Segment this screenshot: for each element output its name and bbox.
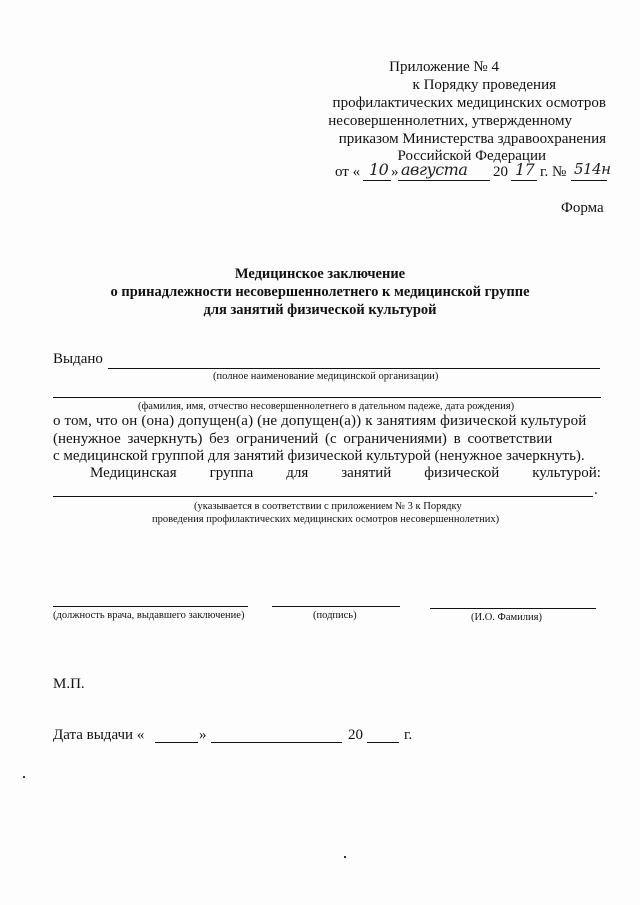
person-line bbox=[53, 397, 601, 398]
stamp-label: М.П. bbox=[53, 676, 85, 692]
issue-month-line bbox=[211, 742, 342, 743]
title-line-3: для занятий физической культурой bbox=[203, 302, 437, 318]
annex-line-1: Приложение № 4 bbox=[389, 59, 499, 75]
title-line-2: о принадлежности несовершеннолетнего к медицинской группе bbox=[110, 284, 530, 300]
group-word-2: группа bbox=[209, 465, 254, 481]
annex-line-2: к Порядку проведения bbox=[412, 77, 556, 93]
position-line bbox=[53, 606, 248, 607]
issue-date-suffix: г. bbox=[404, 727, 413, 743]
group-word-4: занятий bbox=[341, 465, 392, 481]
medical-group-end: . bbox=[594, 482, 598, 498]
annex-line-4: несовершеннолетних, утвержденному bbox=[328, 113, 572, 129]
signature-hint: (подпись) bbox=[313, 610, 357, 621]
order-day-line bbox=[363, 180, 391, 181]
order-number-handwritten: 514н bbox=[574, 160, 611, 178]
title-line-1: Медицинское заключение bbox=[234, 266, 406, 282]
order-month-handwritten: августа bbox=[401, 160, 468, 179]
group-hint-line-2: проведения профилактических медицинских осмотров несовершеннолетних) bbox=[152, 514, 500, 525]
order-year-prefix: 20 bbox=[493, 164, 508, 180]
signature-line bbox=[272, 606, 400, 607]
issue-date-label: Дата выдачи « bbox=[53, 727, 145, 743]
name-hint: (И.О. Фамилия) bbox=[471, 612, 542, 623]
issued-org-line bbox=[108, 368, 600, 369]
person-hint: (фамилия, имя, отчество несовершеннолетнего в дательном падеже, дата рождения) bbox=[138, 401, 515, 412]
order-number-line bbox=[571, 180, 607, 181]
order-day-handwritten: 10 bbox=[369, 160, 389, 179]
group-hint-line-1: (указывается в соответствии с приложением № 3 к Порядку bbox=[194, 501, 462, 512]
annex-line-6: Российской Федерации bbox=[397, 148, 546, 164]
order-year-line bbox=[511, 180, 537, 181]
org-hint: (полное наименование медицинской организации) bbox=[213, 371, 439, 382]
position-hint: (должность врача, выдавшего заключение) bbox=[53, 610, 245, 621]
order-year-suffix: г. № bbox=[540, 164, 567, 180]
medical-group-entry-line bbox=[53, 496, 593, 497]
name-line bbox=[430, 608, 596, 609]
form-label: Форма bbox=[561, 200, 604, 216]
group-word-5: физической bbox=[424, 465, 500, 481]
group-word-6: культурой: bbox=[532, 465, 601, 481]
issued-label: Выдано bbox=[53, 351, 103, 367]
paragraph-line-3: с медицинской группой для занятий физической культурой (ненужное зачеркнуть). bbox=[53, 448, 585, 464]
issue-year-prefix: 20 bbox=[348, 727, 363, 743]
order-prefix: от « bbox=[335, 164, 361, 180]
annex-line-5: приказом Министерства здравоохранения bbox=[338, 131, 606, 147]
issue-date-mid: » bbox=[199, 727, 207, 743]
group-word-3: для bbox=[286, 465, 309, 481]
issue-day-line bbox=[155, 742, 198, 743]
order-month-line bbox=[398, 180, 490, 181]
scan-speck bbox=[23, 776, 25, 778]
paragraph-line-1: о том, что он (она) допущен(а) (не допущен(а)) к занятиям физической культурой bbox=[53, 413, 587, 429]
order-year-handwritten: 17 bbox=[515, 160, 535, 179]
medical-group-line bbox=[53, 465, 601, 482]
paragraph-line-2: (ненужное зачеркнуть) без ограничений (с ограничениями) в соответствии bbox=[53, 431, 553, 447]
scan-speck bbox=[344, 856, 346, 858]
group-word-1: Медицинская bbox=[90, 465, 177, 481]
annex-line-3: профилактических медицинских осмотров bbox=[332, 95, 606, 111]
order-mid: » bbox=[391, 164, 399, 180]
issue-year-line bbox=[367, 742, 399, 743]
